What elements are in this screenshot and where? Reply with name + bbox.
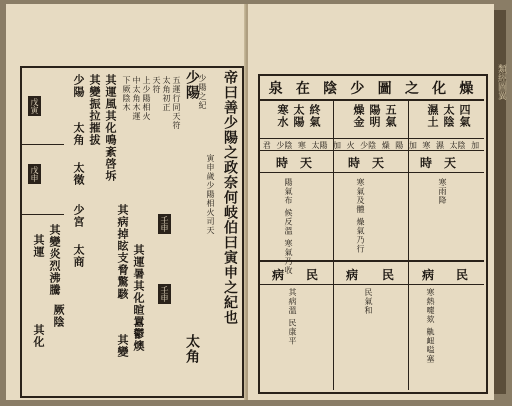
small-note: 寒 — [422, 141, 431, 150]
table-rule-top — [258, 99, 484, 101]
sub-col-2: 少陽之紀 — [198, 74, 207, 110]
title-char-5: 少 — [350, 81, 365, 97]
head-col-5-yangming: 陽明 — [368, 104, 381, 128]
lower-col-2: 其變振拉摧拔 — [88, 74, 101, 146]
head-col-5-qi: 五氣 — [384, 104, 397, 128]
title-char-7: 在 — [295, 81, 310, 97]
note-lower-col-5: 民氣和 — [364, 288, 373, 315]
title-char-4: 圖 — [377, 81, 392, 97]
lower-col-6: 少宮 — [72, 204, 85, 228]
label-shi-1: 時 — [420, 156, 433, 170]
lower-col-10: 其變炎烈沸騰 — [48, 224, 61, 296]
head-col-final-qi: 終氣 — [308, 104, 321, 128]
bottom-col-1: 其運 — [32, 234, 45, 258]
small-note: 陽 — [395, 141, 404, 150]
lower-col-7: 太商 — [72, 244, 85, 268]
main-text-col-2: 少陽 — [184, 70, 200, 100]
main-text-col-1: 帝曰善少陽之政奈何岐伯曰寅申之紀也 — [222, 70, 238, 325]
small-note: 燥 — [381, 141, 390, 150]
label-bing-2: 病 — [346, 268, 359, 282]
note-lower-col-4: 寒熱嚏欬 鼽衄嗌塞 — [426, 288, 435, 364]
small-note: 火 — [346, 141, 355, 150]
title-char-6: 陰 — [323, 81, 338, 97]
lower-col-3: 少陽 — [72, 74, 85, 98]
open-book — [6, 4, 506, 400]
table-rule-6 — [258, 284, 484, 285]
lower-col-5: 太徵 — [72, 162, 85, 186]
tag-wu-shen: 戊申 — [30, 166, 39, 182]
note-lower-col-final: 其病溫 民康平 — [288, 288, 297, 346]
sub-col-4: 太角初正 — [162, 76, 171, 112]
title-char-2: 化 — [432, 81, 447, 97]
small-note: 太陽 — [311, 141, 328, 150]
small-note: 濕 — [435, 141, 444, 150]
label-tian-2: 天 — [372, 156, 385, 170]
label-min-1: 民 — [456, 268, 469, 282]
book-edge-title: 類經圖翼 — [496, 64, 506, 100]
label-bing-1: 病 — [422, 268, 435, 282]
lower-col-1: 其運風其化鳴紊啓坼 — [104, 74, 117, 182]
bottom-col-2: 其化 — [32, 324, 45, 348]
label-tian-3: 天 — [300, 156, 313, 170]
main-text-col-3: 太角 — [184, 334, 200, 364]
label-min-2: 民 — [382, 268, 395, 282]
tag-wu-yin: 戊寅 — [30, 98, 39, 114]
head-col-4-taiyin: 太陰 — [442, 104, 455, 128]
right-page — [248, 4, 494, 400]
table-rule-4 — [258, 172, 484, 173]
left-page — [6, 4, 247, 400]
small-note: 加 — [408, 141, 417, 150]
table-rule-2 — [258, 138, 484, 139]
bottom-col-4: 厥陰 — [52, 304, 65, 328]
small-note: 寒 — [297, 141, 306, 150]
head-col-final-hanshui: 寒水 — [276, 104, 289, 128]
small-note: 君 — [262, 141, 271, 150]
sub-col-8: 下厥陰木 — [122, 76, 131, 112]
tag-ren-shen: 壬申 — [160, 216, 169, 232]
label-shi-2: 時 — [348, 156, 361, 170]
title-char-8: 泉 — [268, 81, 283, 97]
sub-col-6: 上少陽相火 — [142, 76, 151, 121]
head-col-5-zaojin: 燥金 — [352, 104, 365, 128]
lower-col-4: 太角 — [72, 122, 85, 146]
note-upper-col-5: 寒氣及體 燥氣乃行 — [356, 178, 365, 254]
note-upper-col-final: 陽氣布 候反溫 寒氣乃收 — [284, 178, 293, 276]
label-shi-3: 時 — [276, 156, 289, 170]
tag-ren-shen-2: 壬申 — [160, 286, 169, 302]
sub-col-7: 中太角木運 — [132, 76, 141, 121]
sub-col-5: 天符 — [152, 76, 161, 94]
small-note: 太陰 — [449, 141, 466, 150]
small-note: 加 — [471, 141, 480, 150]
small-note: 加 — [333, 141, 342, 150]
sub-col-1: 寅申歲少陽相火司天 — [206, 154, 215, 235]
title-char-1: 燥 — [459, 81, 474, 97]
head-col-4-shitu: 濕土 — [426, 104, 439, 128]
divider-line-1 — [20, 144, 64, 145]
small-note: 少陰 — [276, 141, 293, 150]
lower-col-9: 其運暑其化暄囂鬱燠 — [132, 244, 145, 352]
divider-line-2 — [20, 214, 64, 215]
head-col-4-qi: 四氣 — [458, 104, 471, 128]
note-upper-col-4: 寒雨降 — [438, 178, 447, 205]
lower-col-8: 其病掉眩支脅驚駭 — [116, 204, 129, 300]
label-min-3: 民 — [306, 268, 319, 282]
diagram-title — [262, 78, 480, 98]
small-note: 少陰 — [360, 141, 377, 150]
head-col-final-taiyang: 太陽 — [292, 104, 305, 128]
label-bing-3: 病 — [272, 268, 285, 282]
label-tian-1: 天 — [444, 156, 457, 170]
sub-col-3: 五運行同天符 — [172, 76, 181, 130]
bottom-col-3: 其變 — [116, 334, 129, 358]
title-char-3: 之 — [404, 81, 419, 97]
small-annotation-row — [260, 140, 482, 151]
